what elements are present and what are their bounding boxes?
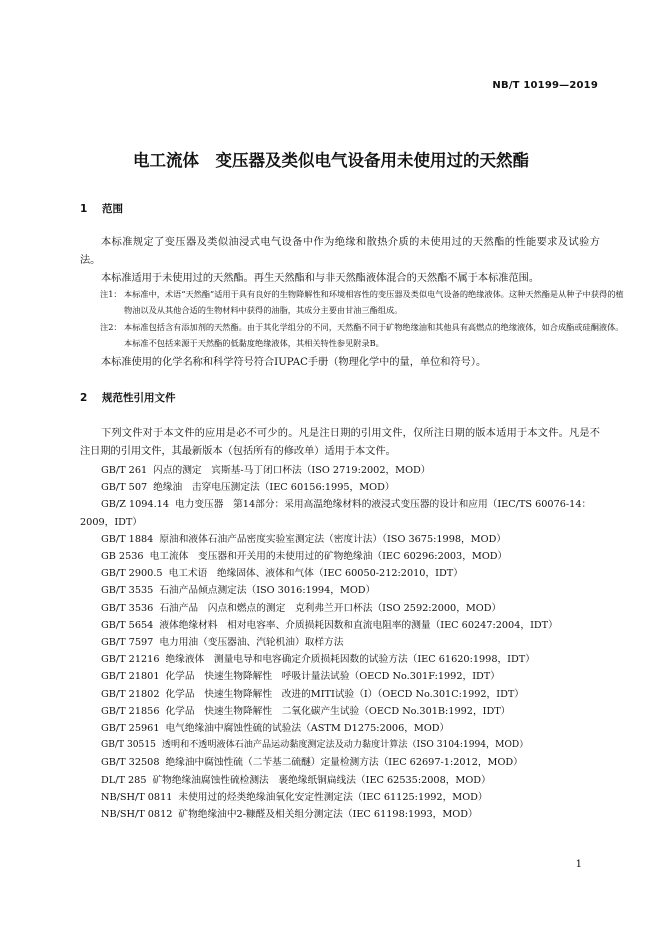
note-1-label: 注1： (100, 289, 122, 299)
section-1-number: 1 (80, 203, 88, 215)
note-2 (100, 320, 624, 351)
reference-item: GB/T 5654 液体绝缘材料 相对电容率、介质损耗因数和直流电阻率的测量（IEC 60247:2004，IDT） (101, 619, 558, 631)
reference-item: GB/T 3536 石油产品 闪点和燃点的测定 克利弗兰开口杯法（ISO 2592:2000，MOD） (101, 602, 502, 614)
note-1 (100, 287, 624, 318)
reference-item: GB/T 30515 透明和不透明液体石油产品运动黏度测定法及动力黏度计算法（ISO 3104:1994，MOD） (101, 740, 529, 751)
reference-item: GB/T 507 绝缘油 击穿电压测定法（IEC 60156:1995，MOD） (101, 482, 395, 494)
note-1-text: 本标准中，术语“天然酯”适用于具有良好的生物降解性和环境相容性的变压器及类似电气设备的绝缘液体。这种天然酯是从种子中获得的植物油以及从其他合适的生物材料中获得的油脂，其成分主要由甘油三酯组成。 (124, 289, 624, 315)
reference-item: GB/T 2900.5 电工术语 绝缘固体、液体和气体（IEC 60050-212:2010，IDT） (101, 568, 463, 580)
reference-item: NB/SH/T 0811 未使用过的烃类绝缘油氧化安定性测定法（IEC 61125:1992，MOD） (101, 791, 488, 803)
reference-item: GB/Z 1094.14 电力变压器 第14部分：采用高温绝缘材料的液浸式变压器的设计和应用（IEC/TS 60076-14：2009，IDT） (80, 499, 592, 528)
reference-item: GB/T 7597 电力用油（变压器油、汽轮机油）取样方法 (101, 637, 344, 649)
scope-paragraph-2: 本标准适用于未使用过的天然酯。再生天然酯和与非天然酯液体混合的天然酯不属于本标准范围。 (101, 273, 540, 284)
reference-item: GB/T 25961 电气绝缘油中腐蚀性硫的试验法（ASTM D1275:2006，MOD） (101, 723, 450, 735)
standard-number: NB/T 10199—2019 (492, 80, 598, 91)
section-2-title: 规范性引用文件 (102, 392, 176, 404)
reference-item: GB/T 32508 绝缘油中腐蚀性硫（二苄基二硫醚）定量检测方法（IEC 62697-1:2012，MOD） (101, 757, 523, 769)
scope-paragraph-3: 本标准使用的化学名称和科学符号符合IUPAC手册（物理化学中的量，单位和符号）。 (101, 357, 487, 368)
note-2-text: 本标准包括含有添加剂的天然酯。由于其化学组分的不同，天然酯不同于矿物绝缘油和其他具有高燃点的绝缘液体，如合成酯或硅酮液体。本标准不包括来源于天然酯的低黏度绝缘液体，其相关特性参见附录B。 (124, 322, 624, 348)
document-title: 电工流体 变压器及类似电气设备用未使用过的天然酯 (133, 151, 529, 170)
reference-item: GB 2536 电工流体 变压器和开关用的未使用过的矿物绝缘油（IEC 60296:2003，MOD） (101, 551, 508, 563)
section-1-heading (80, 201, 123, 216)
section-2-number: 2 (80, 392, 88, 404)
page-number: 1 (575, 859, 582, 870)
reference-item: GB/T 1884 原油和液体石油产品密度实验室测定法（密度计法）（ISO 3675:1998，MOD） (101, 533, 507, 545)
note-2-label: 注2： (100, 322, 122, 332)
reference-item: GB/T 21802 化学品 快速生物降解性 改进的MITI试验（Ⅰ）（OECD No.301C:1992，IDT） (101, 688, 524, 700)
reference-list (80, 462, 600, 823)
scope-paragraph-1: 本标准规定了变压器及类似油浸式电气设备中作为绝缘和散热介质的未使用过的天然酯的性能要求及试验方法。 (80, 237, 600, 266)
section-2-heading (80, 390, 176, 405)
section-1-title: 范围 (102, 203, 123, 215)
reference-item: NB/SH/T 0812 矿物绝缘油中2-糠醛及相关组分测定法（IEC 61198:1993，MOD） (101, 809, 478, 821)
reference-item: DL/T 285 矿物绝缘油腐蚀性硫检测法 裹绝缘纸铜扁线法（IEC 62535:2008，MOD） (101, 774, 491, 786)
reference-item: GB/T 3535 石油产品倾点测定法（ISO 3016:1994，MOD） (101, 585, 376, 597)
reference-item: GB/T 261 闪点的测定 宾斯基-马丁闭口杯法（ISO 2719:2002，MOD） (101, 465, 431, 476)
reference-item: GB/T 21216 绝缘液体 测量电导和电容确定介质损耗因数的试验方法（IEC 61620:1998，IDT） (101, 654, 535, 666)
references-intro: 下列文件对于本文件的应用是必不可少的。凡是注日期的引用文件，仅所注日期的版本适用于本文件。凡是不注日期的引用文件，其最新版本（包括所有的修改单）适用于本文件。 (80, 428, 600, 457)
reference-item: GB/T 21801 化学品 快速生物降解性 呼吸计量法试验（OECD No.301F:1992，IDT） (101, 671, 500, 683)
reference-item: GB/T 21856 化学品 快速生物降解性 二氧化碳产生试验（OECD No.301B:1992，IDT） (101, 705, 511, 717)
